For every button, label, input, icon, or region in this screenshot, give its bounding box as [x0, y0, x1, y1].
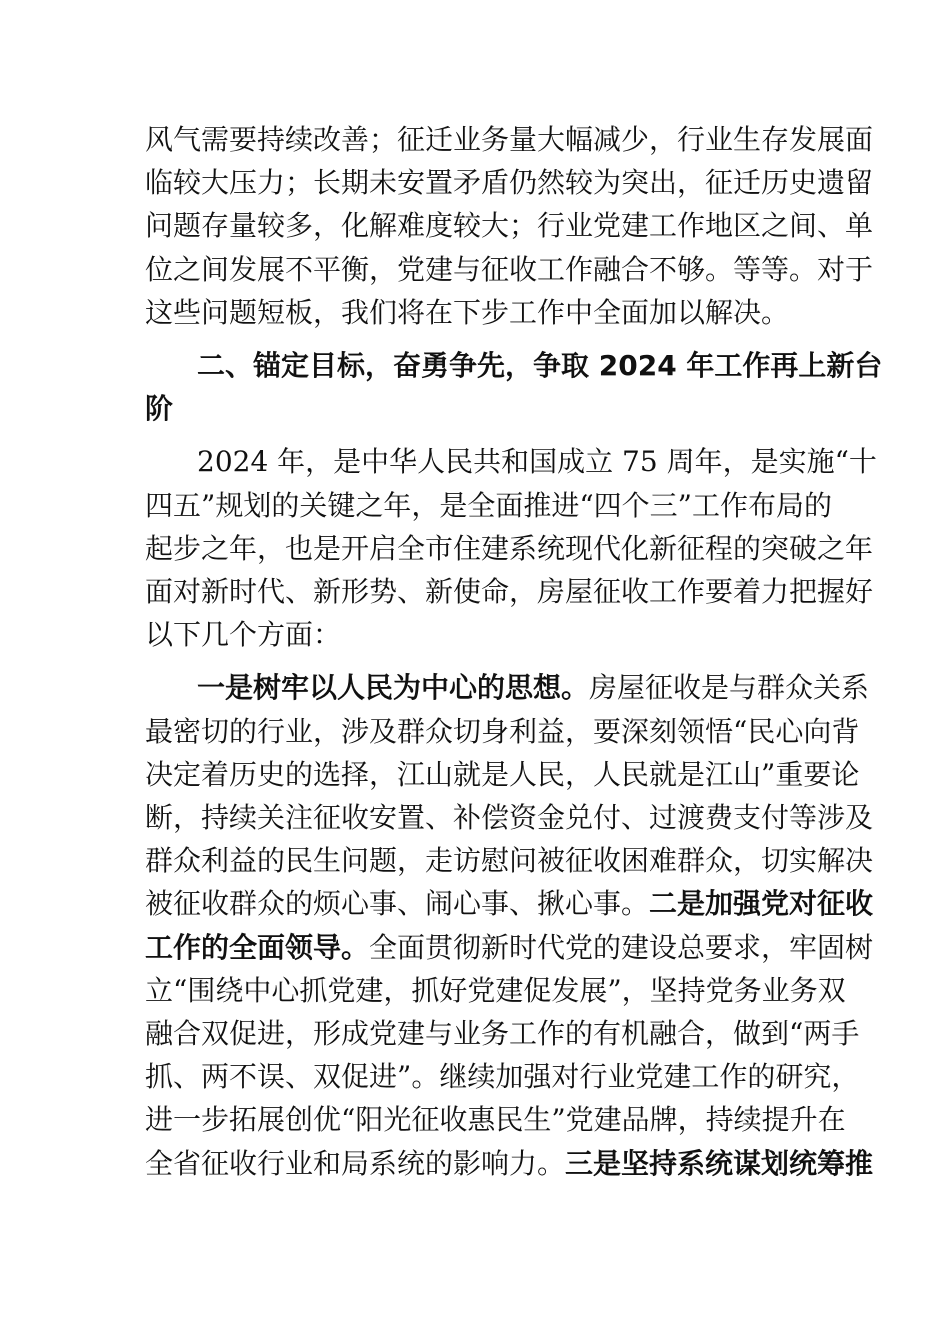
text-run: 临较大压力；长期未安置矛盾仍然较为突出，征迁历史遗留 [145, 166, 874, 200]
text-run: 最密切的行业，涉及群众切身利益，要深刻领悟“民心向背 [145, 714, 860, 748]
text-run: 抓、两不误、双促进”。继续加强对行业党建工作的研究， [145, 1060, 860, 1094]
paragraph-line [145, 617, 808, 653]
text-run: 2024 年，是中华人民共和国成立 75 周年，是实施“十 [197, 445, 877, 479]
text-run: 全省征收行业和局系统的影响力。 [145, 1146, 566, 1180]
text-run: 二、锚定目标，奋勇争先，争取 2024 年工作再上新台 [197, 349, 883, 382]
bold-lead-text: 一是树牢以人民为中心的思想。 [197, 671, 590, 705]
text-run: 进一步拓展创优“阳光征收惠民生”党建品牌，持续提升在 [145, 1103, 846, 1137]
paragraph-line [145, 886, 874, 922]
text-run: 立“围绕中心抓党建，抓好党建促发展”，坚持党务业务双 [145, 973, 846, 1007]
paragraph-line [145, 531, 874, 567]
bold-lead-text: 工作的全面领导。 [145, 930, 370, 964]
paragraph-line [145, 295, 808, 331]
text-run: 房屋征收是与群众关系 [589, 671, 870, 705]
paragraph-line [145, 252, 874, 288]
paragraph-line [145, 488, 832, 524]
paragraph-line [145, 1059, 860, 1095]
text-run: 以下几个方面： [145, 618, 342, 652]
paragraph-line [197, 444, 877, 480]
paragraph-line [145, 930, 874, 966]
text-run: 被征收群众的烦心事、闹心事、揪心事。 [145, 887, 650, 921]
paragraph-line [145, 208, 874, 244]
text-run: 起步之年，也是开启全市住建系统现代化新征程的突破之年 [145, 531, 874, 565]
text-run: 全面贯彻新时代党的建设总要求，牢固树 [369, 930, 874, 964]
bold-lead-text: 三是坚持系统谋划统筹推 [565, 1146, 874, 1180]
section-heading-line [145, 391, 808, 427]
paragraph-line [145, 973, 846, 1009]
paragraph-line [145, 165, 874, 201]
paragraph-line [145, 714, 860, 750]
text-run: 这些问题短板，我们将在下步工作中全面加以解决。 [145, 295, 790, 329]
text-run: 决定着历史的选择，江山就是人民，人民就是江山”重要论 [145, 757, 860, 791]
text-run: 融合双促进，形成党建与业务工作的有机融合，做到“两手 [145, 1017, 860, 1050]
paragraph-line [145, 757, 860, 793]
paragraph-line [145, 1102, 846, 1138]
paragraph-line [197, 670, 870, 706]
text-run: 风气需要持续改善；征迁业务量大幅减少，行业生存发展面 [145, 123, 874, 156]
bold-lead-text: 二是加强党对征收 [649, 887, 874, 921]
paragraph-line [145, 800, 874, 836]
text-run: 阶 [145, 392, 174, 426]
text-run: 群众利益的民生问题，走访慰问被征收困难群众，切实解决 [145, 844, 874, 878]
paragraph-line [145, 843, 874, 879]
paragraph-line [145, 1146, 874, 1182]
text-run: 位之间发展不平衡，党建与征收工作融合不够。等等。对于 [145, 252, 874, 286]
paragraph-line [145, 1016, 860, 1052]
paragraph-line [145, 574, 874, 610]
section-heading-line [197, 348, 883, 384]
text-run: 问题存量较多，化解难度较大；行业党建工作地区之间、单 [145, 209, 874, 243]
text-run: 四五”规划的关键之年，是全面推进“四个三”工作布局的 [145, 488, 832, 522]
paragraph-line [145, 122, 874, 158]
text-run: 面对新时代、新形势、新使命，房屋征收工作要着力把握好 [145, 575, 874, 608]
text-run: 断，持续关注征收安置、补偿资金兑付、过渡费支付等涉及 [145, 801, 874, 834]
